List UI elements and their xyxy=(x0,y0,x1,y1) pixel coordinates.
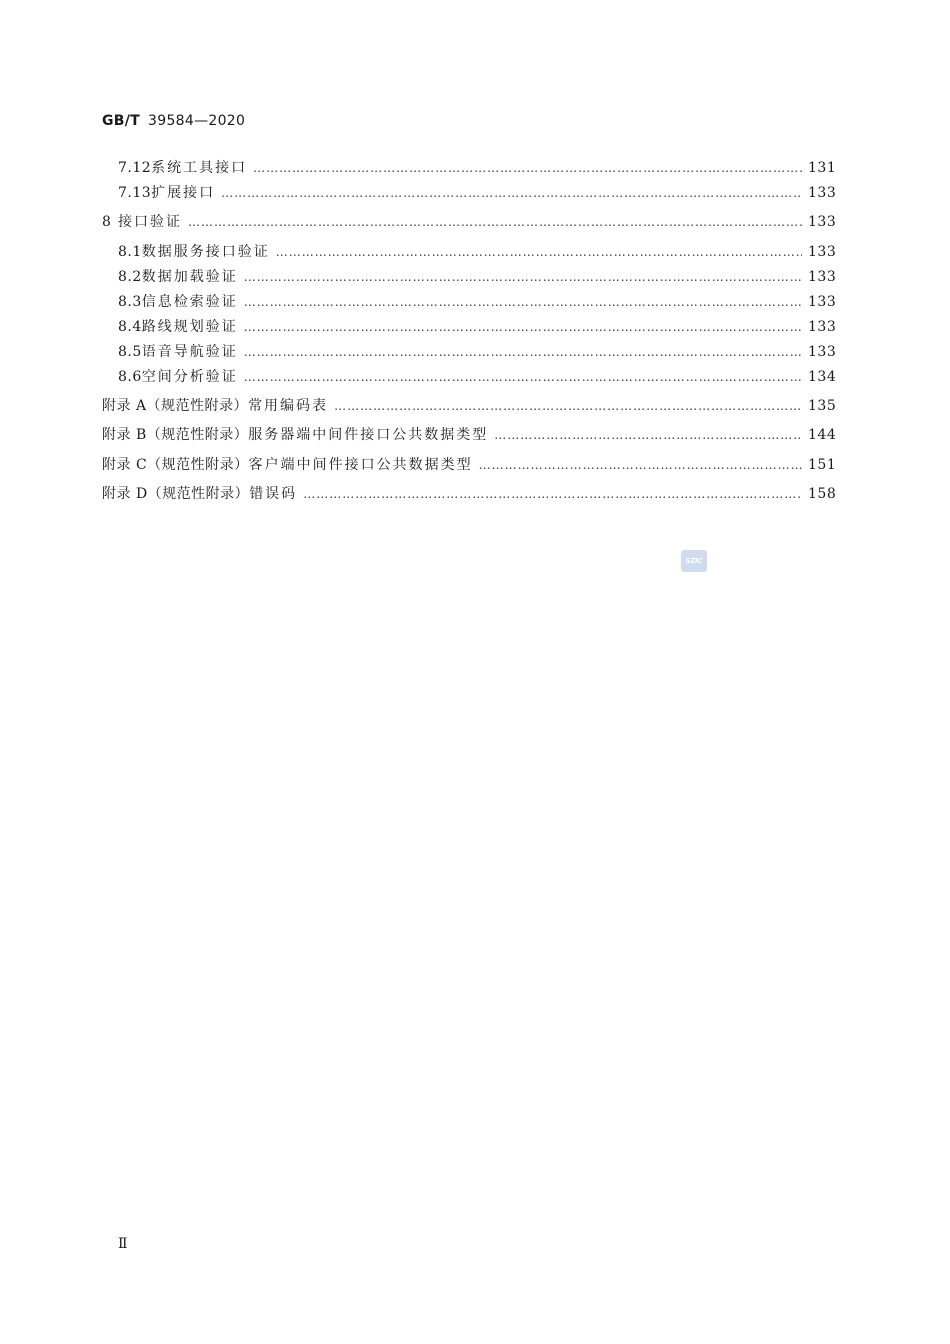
toc-entry-page: 151 xyxy=(808,457,837,473)
toc-entry-title: 错误码 xyxy=(249,486,298,502)
document-header xyxy=(102,113,245,129)
toc-leader-dots xyxy=(221,186,802,200)
toc-entry-title: 常用编码表 xyxy=(248,398,329,414)
toc-entry-title: 扩展接口 xyxy=(151,185,216,201)
watermark-logo xyxy=(681,550,707,572)
toc-entry-number: 7.13 xyxy=(118,185,152,201)
toc-leader-dots xyxy=(334,399,802,413)
toc-leader-dots xyxy=(276,245,802,259)
toc-entry-title: 语音导航验证 xyxy=(141,344,238,360)
toc-entry-number: 8.2 xyxy=(118,269,142,285)
toc-entry-number: 附录 D（规范性附录） xyxy=(102,486,250,502)
toc-entry[interactable] xyxy=(102,483,836,503)
toc-entry[interactable] xyxy=(118,341,836,361)
toc-entry-title: 客户端中间件接口公共数据类型 xyxy=(248,457,473,473)
toc-leader-dots xyxy=(244,370,802,384)
toc-entry-title: 接口验证 xyxy=(117,214,182,230)
toc-entry-title: 数据加载验证 xyxy=(141,269,238,285)
toc-leader-dots xyxy=(303,487,802,501)
toc-entry[interactable] xyxy=(102,454,836,474)
toc-entry-title: 系统工具接口 xyxy=(151,160,248,176)
toc-entry-page: 135 xyxy=(808,398,837,414)
toc-entry[interactable] xyxy=(118,182,836,202)
toc-entry[interactable] xyxy=(118,316,836,336)
toc-entry-number: 附录 C（规范性附录） xyxy=(102,457,249,473)
toc-entry-number: 7.12 xyxy=(118,160,152,176)
toc-entry-number: 8.6 xyxy=(118,369,142,385)
toc-entry-number: 附录 A（规范性附录） xyxy=(102,398,249,414)
toc-leader-dots xyxy=(479,458,802,472)
toc-entry-page: 133 xyxy=(808,294,837,310)
standard-code: GB/T xyxy=(102,113,141,129)
toc-entry-page: 134 xyxy=(808,369,837,385)
standard-number: 39584—2020 xyxy=(148,113,246,129)
toc-entry-title: 服务器端中间件接口公共数据类型 xyxy=(248,427,489,443)
page-number: Ⅱ xyxy=(118,1236,128,1252)
toc-leader-dots xyxy=(244,270,802,284)
toc-entry-number: 8.3 xyxy=(118,294,142,310)
toc-entry-title: 空间分析验证 xyxy=(141,369,238,385)
toc-entry-page: 158 xyxy=(808,486,837,502)
toc-entry-number: 8.5 xyxy=(118,344,142,360)
watermark-text: SZIC xyxy=(685,557,703,565)
toc-leader-dots xyxy=(494,428,802,442)
toc-entry[interactable] xyxy=(118,157,836,177)
toc-entry-page: 144 xyxy=(808,427,837,443)
toc-entry[interactable] xyxy=(118,291,836,311)
toc-entry[interactable] xyxy=(118,366,836,386)
toc-entry-title: 信息检索验证 xyxy=(141,294,238,310)
toc-entry[interactable] xyxy=(118,241,836,261)
toc-entry[interactable] xyxy=(102,395,836,415)
toc-entry-number: 8.1 xyxy=(118,244,142,260)
toc-leader-dots xyxy=(188,215,802,229)
toc-entry-page: 133 xyxy=(808,269,837,285)
toc-leader-dots xyxy=(244,320,802,334)
toc-entry-page: 133 xyxy=(808,319,837,335)
toc-leader-dots xyxy=(244,345,802,359)
toc-entry-number: 8 xyxy=(102,214,112,230)
toc-entry-page: 133 xyxy=(808,244,837,260)
toc-entry-page: 131 xyxy=(808,160,837,176)
toc-leader-dots xyxy=(244,295,802,309)
toc-entry-page: 133 xyxy=(808,185,837,201)
toc-entry[interactable] xyxy=(102,211,836,231)
toc-entry[interactable] xyxy=(102,424,836,444)
toc-entry-page: 133 xyxy=(808,344,837,360)
toc-entry-number: 附录 B（规范性附录） xyxy=(102,427,249,443)
toc-entry-title: 数据服务接口验证 xyxy=(141,244,270,260)
toc-leader-dots xyxy=(253,161,802,175)
toc-entry-page: 133 xyxy=(808,214,837,230)
toc-entry-number: 8.4 xyxy=(118,319,142,335)
toc-entry-title: 路线规划验证 xyxy=(141,319,238,335)
toc-entry[interactable] xyxy=(118,266,836,286)
